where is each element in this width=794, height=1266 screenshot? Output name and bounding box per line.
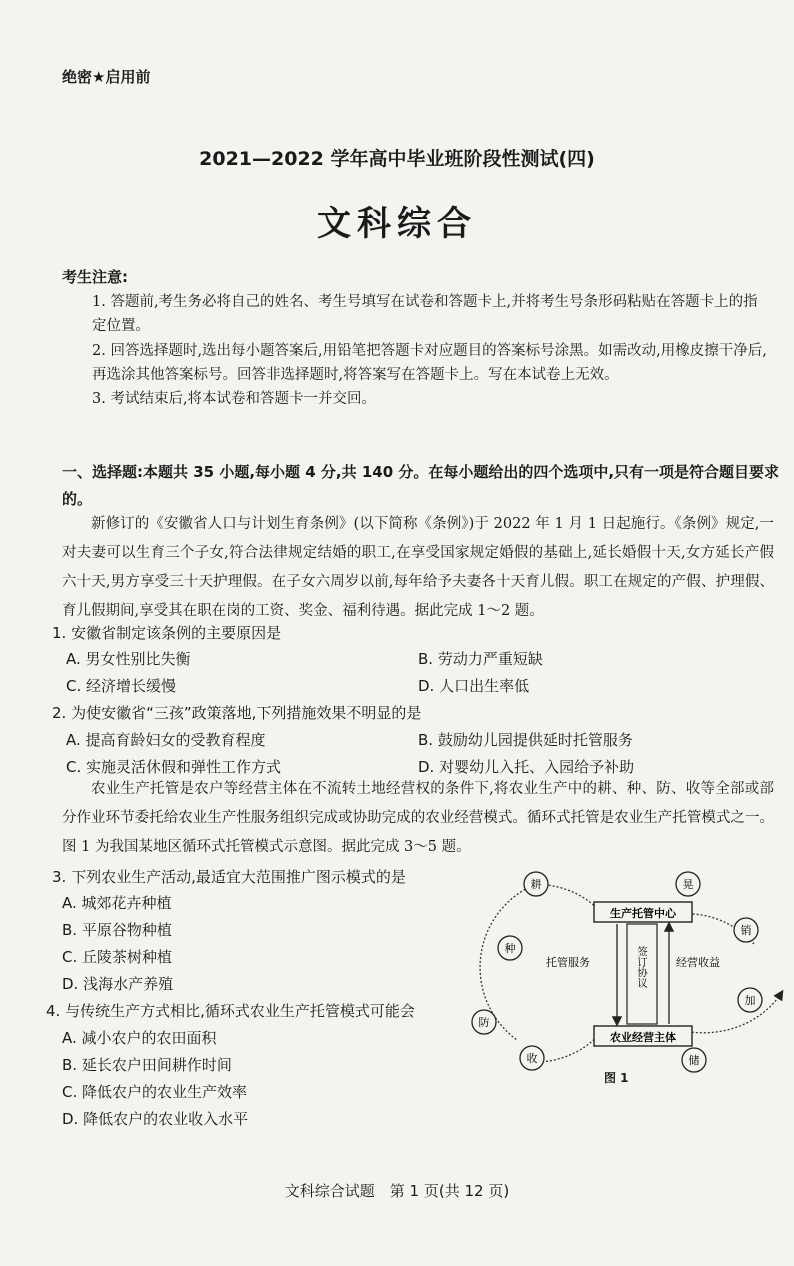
service-label: 托管服务	[546, 956, 590, 969]
subject-title: 文科综合	[317, 204, 477, 244]
hosting-center-label: 生产托管中心	[610, 907, 676, 920]
passage-agriculture-hosting: 农业生产托管是农户等经营主体在不流转土地经营权的条件下,将农业生产中的耕、种、防、收等全部或部分作业环节委托给农业生产性服务组织完成或协助完成的农业经营模式。循环式托管是农业生产托管模式之一。图 1 为我国某地区循环式托管模式示意图。据此完成 3～5 题。	[62, 781, 774, 855]
question-2-option-a: A. 提高育龄妇女的受教育程度	[66, 731, 266, 749]
svg-text:加: 加	[744, 994, 756, 1007]
cycle-node-dry	[676, 872, 700, 896]
question-1-option-d: D. 人口出生率低	[418, 677, 530, 695]
left-cycle-arc	[542, 1030, 602, 1062]
exam-title: 2021—2022 学年高中毕业班阶段性测试(四)	[199, 148, 595, 170]
question-2-option-d: D. 对婴幼儿入托、入园给予补助	[418, 758, 635, 776]
question-4-option-b: B. 延长农户田间耕作时间	[62, 1056, 232, 1074]
question-3-stem: 3. 下列农业生产活动,最适宜大范围推广图示模式的是	[52, 868, 406, 886]
cycle-node-plough	[524, 872, 548, 896]
cycle-node-store	[682, 1048, 706, 1072]
svg-text:晃: 晃	[682, 878, 694, 891]
cycle-node-sow	[498, 936, 522, 960]
question-4-stem: 4. 与传统生产方式相比,循环式农业生产托管模式可能会	[46, 1002, 415, 1020]
figure-caption: 图 1	[604, 1071, 629, 1085]
question-1-stem: 1. 安徽省制定该条例的主要原因是	[52, 624, 282, 642]
cycle-node-process	[738, 988, 762, 1012]
question-1-option-c: C. 经济增长缓慢	[66, 677, 177, 695]
question-3-option-d: D. 浅海水产养殖	[62, 975, 174, 993]
question-2-stem: 2. 为使安徽省“三孩”政策落地,下列措施效果不明显的是	[52, 704, 422, 722]
question-2-option-b: B. 鼓励幼儿园提供延时托管服务	[418, 731, 633, 749]
agreement-label: 签订协议	[636, 946, 648, 988]
svg-text:种: 种	[504, 942, 516, 955]
svg-text:收: 收	[526, 1052, 538, 1065]
page-footer: 文科综合试题 第 1 页(共 12 页)	[284, 1182, 510, 1200]
question-1-option-b: B. 劳动力严重短缺	[418, 650, 543, 668]
figure-1-diagram	[462, 862, 788, 1092]
question-4-option-c: C. 降低农户的农业生产效率	[62, 1083, 248, 1101]
svg-text:销: 销	[740, 924, 752, 937]
section-instructions: 一、选择题:本题共 35 小题,每小题 4 分,共 140 分。在每小题给出的四个选项中,只有一项是符合题目要求的。	[62, 463, 780, 508]
question-3-option-b: B. 平原谷物种植	[62, 921, 172, 939]
operating-entity-label: 农业经营主体	[610, 1031, 676, 1044]
question-3-option-c: C. 丘陵茶树种植	[62, 948, 173, 966]
cycle-node-harvest	[520, 1046, 544, 1070]
confidential-label: 绝密★启用前	[62, 68, 151, 86]
notice-heading: 考生注意:	[62, 268, 128, 286]
notice-item: 1. 答题前,考生务必将自己的姓名、考生号填写在试卷和答题卡上,并将考生号条形码粘贴在答题卡上的指定位置。	[92, 294, 758, 334]
question-3-option-a: A. 城郊花卉种植	[62, 894, 172, 912]
question-4-option-a: A. 减小农户的农田面积	[62, 1029, 217, 1047]
notice-item: 3. 考试结束后,将本试卷和答题卡一并交回。	[92, 391, 377, 407]
svg-text:防: 防	[478, 1016, 490, 1029]
passage-population-policy: 新修订的《安徽省人口与计划生育条例》(以下简称《条例》)于 2022 年 1 月 1 日起施行。《条例》规定,一对夫妻可以生育三个子女,符合法律规定结婚的职工,在享受国家规定婚假的基础上,延长婚假十天,女方延长产假六十天,男方享受三十天护理假。在子女六周岁以前,每年给予夫妻各十天育儿假。职工在规定的产假、护理假、育儿假期间,享受其在职在岗的工资、奖金、福利待遇。据此完成 1～2 题。	[62, 516, 774, 619]
svg-text:耕: 耕	[530, 878, 542, 891]
right-cycle-arc	[680, 992, 782, 1033]
cycle-node-protect	[472, 1010, 496, 1034]
cycle-node-sell	[734, 918, 758, 942]
income-label: 经营收益	[676, 956, 720, 969]
question-1-option-a: A. 男女性别比失衡	[66, 650, 191, 668]
question-2-option-c: C. 实施灵活休假和弹性工作方式	[66, 758, 282, 776]
question-4-option-d: D. 降低农户的农业收入水平	[62, 1110, 249, 1128]
svg-text:储: 储	[688, 1054, 700, 1067]
notice-item: 2. 回答选择题时,选出每小题答案后,用铅笔把答题卡对应题目的答案标号涂黑。如需改动,用橡皮擦干净后,再选涂其他答案标号。回答非选择题时,将答案写在答题卡上。写在本试卷上无效。	[92, 343, 767, 383]
